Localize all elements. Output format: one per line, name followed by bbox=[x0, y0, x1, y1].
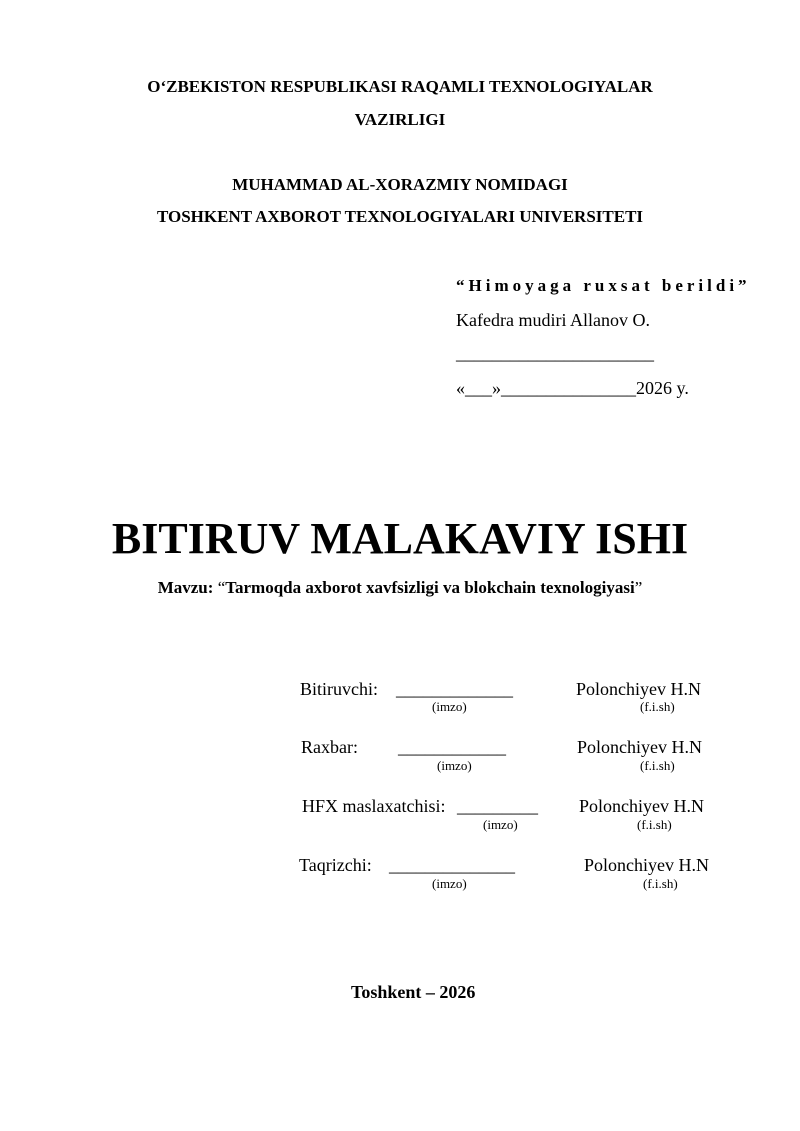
name-note: (f.i.sh) bbox=[640, 758, 675, 773]
university-line-1: MUHAMMAD AL-XORAZMIY NOMIDAGI bbox=[232, 175, 568, 194]
department-head: Kafedra mudiri Allanov O. bbox=[456, 310, 650, 330]
signature-note: (imzo) bbox=[483, 817, 518, 832]
approval-signature-line: ______________________ bbox=[456, 343, 654, 363]
signature-note: (imzo) bbox=[437, 758, 472, 773]
signature-line: _________ bbox=[457, 796, 538, 816]
name-note: (f.i.sh) bbox=[640, 699, 675, 714]
topic-label: Mavzu: bbox=[157, 578, 214, 597]
city-year: Toshkent – 2026 bbox=[351, 982, 476, 1002]
signature-line: ______________ bbox=[389, 855, 515, 875]
topic-text: Tarmoqda axborot xavfsizligi va blokchain texnologiyasi bbox=[225, 578, 635, 597]
signature-name: Polonchiyev H.N bbox=[584, 855, 709, 875]
university-line-2: TOSHKENT AXBOROT TEXNOLOGIYALARI UNIVERSITETI bbox=[156, 207, 644, 226]
name-note: (f.i.sh) bbox=[637, 817, 672, 832]
signature-role: HFX maslaxatchisi: bbox=[302, 796, 446, 816]
signature-name: Polonchiyev H.N bbox=[579, 796, 704, 816]
approval-title: “Himoyaga ruxsat berildi” bbox=[456, 276, 751, 295]
signature-line: ____________ bbox=[398, 737, 506, 757]
signature-role: Taqrizchi: bbox=[299, 855, 372, 875]
topic-close-quote: ” bbox=[634, 578, 643, 597]
document-title: BITIRUV MALAKAVIY ISHI bbox=[111, 514, 689, 563]
signature-note: (imzo) bbox=[432, 876, 467, 891]
topic-open-quote: “ bbox=[217, 578, 226, 597]
name-note: (f.i.sh) bbox=[643, 876, 678, 891]
approval-date-line: «___»_______________2026 y. bbox=[456, 378, 689, 398]
ministry-line-1: O‘ZBEKISTON RESPUBLIKASI RAQAMLI TEXNOLOGIYALAR bbox=[147, 77, 653, 96]
signature-role: Bitiruvchi: bbox=[300, 679, 378, 699]
signature-note: (imzo) bbox=[432, 699, 467, 714]
signature-line: _____________ bbox=[396, 679, 513, 699]
topic bbox=[0, 578, 800, 598]
ministry-line-2: VAZIRLIGI bbox=[354, 110, 446, 129]
signature-role: Raxbar: bbox=[301, 737, 358, 757]
signature-name: Polonchiyev H.N bbox=[576, 679, 701, 699]
signature-name: Polonchiyev H.N bbox=[577, 737, 702, 757]
